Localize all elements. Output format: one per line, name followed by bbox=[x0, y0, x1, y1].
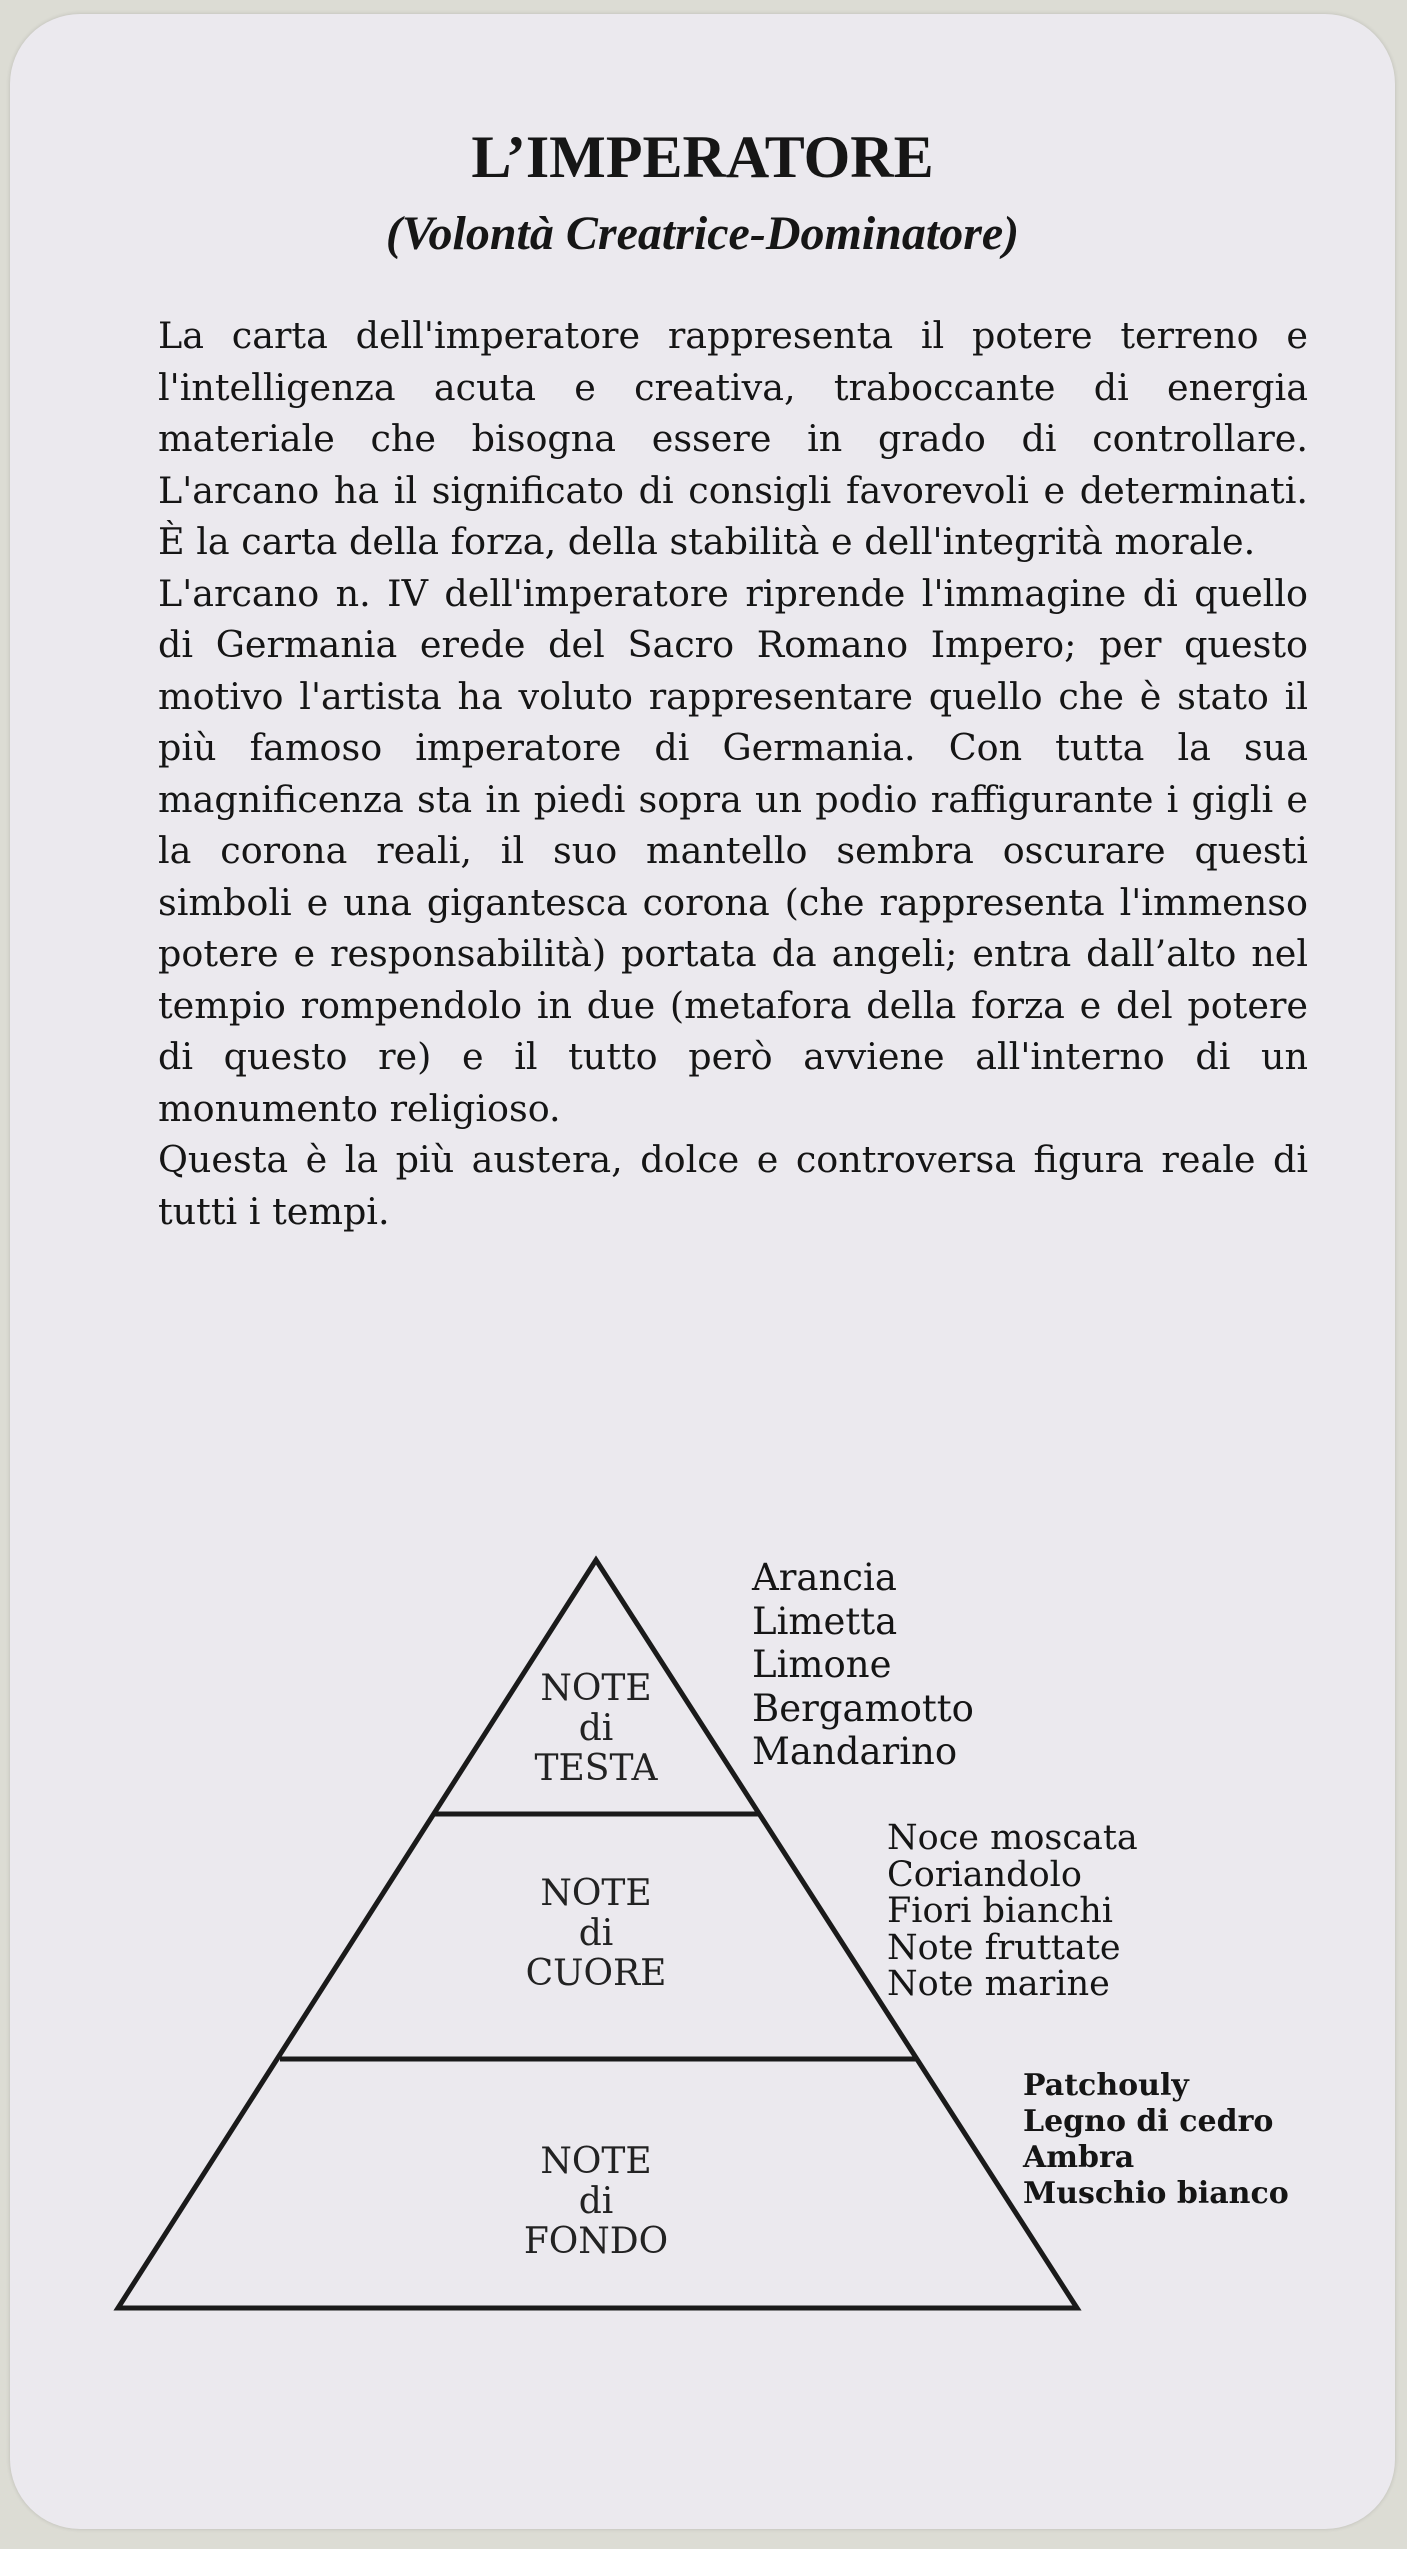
middle-notes-line2: di bbox=[578, 1913, 614, 1954]
bottom-notes-list bbox=[1023, 2068, 1289, 2212]
middle-notes-line1: NOTE bbox=[540, 1873, 652, 1914]
middle-notes-line3: CUORE bbox=[525, 1953, 667, 1994]
description-paragraph: L'arcano n. IV dell'imperatore riprende l'immagine di quello di Germania erede del Sacro Romano Impero; per questo motivo l'artista ha voluto rappresentare quello che è stato il più famoso imperatore di Germania. Con tutta la sua magnificenza sta in piedi sopra un podio raffigurante i gigli e la corona reali, il suo mantello sembra oscurare questi simboli e una gigantesca corona (che rappresenta l'immenso potere e responsabilità) portata da angeli; entra dall’alto nel tempio rompendolo in due (metafora della forza e del potere di questo re) e il tutto però avviene all'interno di un monumento religioso. bbox=[158, 571, 1308, 1130]
card-title: L’IMPERATORE bbox=[471, 124, 934, 190]
bottom-notes-line1: NOTE bbox=[540, 2141, 652, 2182]
note-item: Ambra bbox=[1023, 2140, 1135, 2175]
note-item: Coriandolo bbox=[887, 1854, 1082, 1895]
bottom-notes-label bbox=[476, 2142, 716, 2262]
note-item: Noce moscata bbox=[887, 1818, 1138, 1858]
top-notes-line2: di bbox=[578, 1708, 614, 1749]
top-notes-line1: NOTE bbox=[540, 1668, 652, 1709]
note-item: Muschio bianco bbox=[1023, 2176, 1289, 2211]
top-notes-label bbox=[476, 1669, 716, 1789]
note-item: Arancia bbox=[752, 1556, 897, 1599]
note-item: Note marine bbox=[887, 1964, 1110, 2004]
description-paragraph: Questa è la più austera, dolce e controversa figura reale di tutti i tempi. bbox=[158, 1138, 1308, 1233]
middle-notes-list bbox=[887, 1820, 1138, 2003]
note-item: Fiori bianchi bbox=[887, 1891, 1113, 1931]
note-item: Limone bbox=[752, 1643, 892, 1686]
note-item: Legno di cedro bbox=[1023, 2104, 1274, 2139]
note-item: Limetta bbox=[752, 1599, 898, 1643]
top-notes-line3: TESTA bbox=[534, 1748, 658, 1789]
card-subtitle: (Volontà Creatrice-Dominatore) bbox=[385, 207, 1020, 260]
note-item: Patchouly bbox=[1023, 2068, 1189, 2103]
bottom-notes-line2: di bbox=[578, 2181, 614, 2222]
note-item: Mandarino bbox=[752, 1730, 958, 1773]
description-paragraph: La carta dell'imperatore rappresenta il potere terreno e l'intelligenza acuta e creativa, traboccante di energia materiale che bisogna essere in grado di controllare. L'arcano ha il significato di consigli favorevoli e determinati. È la carta della forza, della stabilità e dell'integrità morale. bbox=[158, 314, 1308, 563]
middle-notes-label bbox=[476, 1874, 716, 1994]
bottom-notes-line3: FONDO bbox=[523, 2221, 669, 2262]
note-item: Bergamotto bbox=[752, 1686, 974, 1730]
card bbox=[10, 14, 1395, 2529]
note-item: Note fruttate bbox=[887, 1927, 1121, 1968]
top-notes-list bbox=[752, 1556, 974, 1774]
